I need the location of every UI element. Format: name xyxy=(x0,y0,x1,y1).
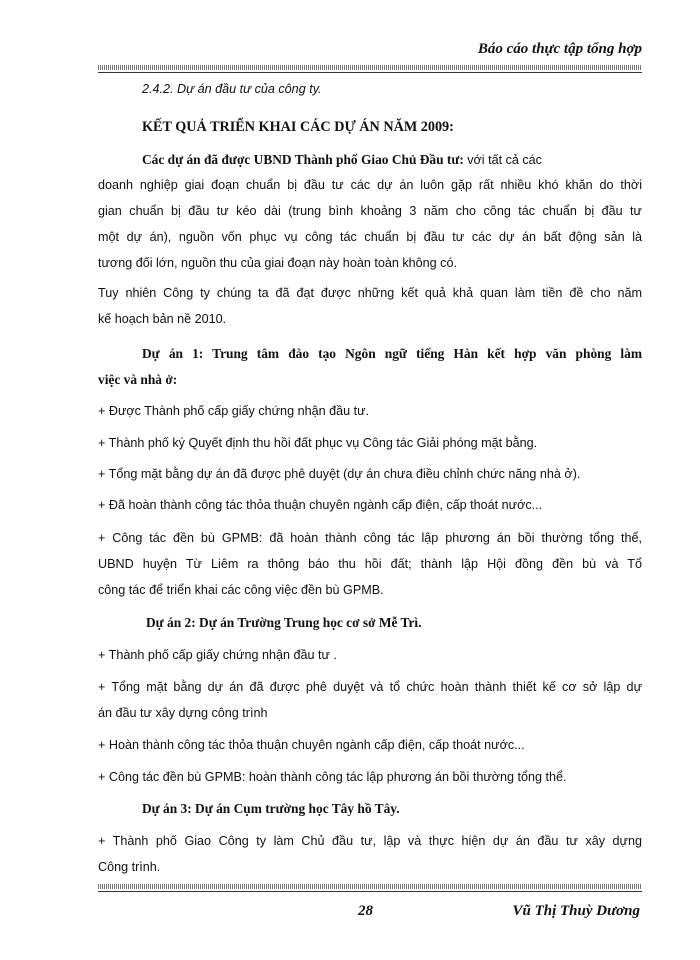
intro-line: gian chuẩn bị đầu tư kéo dài (trung bình khoảng 3 năm cho công tác chuẩn bị đầu tư xyxy=(98,204,642,218)
project2-item: + Hoàn thành công tác thỏa thuận chuyên ngành cấp điện, cấp thoát nước... xyxy=(98,738,525,752)
footer-rule xyxy=(98,884,642,889)
project1-gpmb-line: UBND huyện Từ Liêm ra thông báo thu hồi đất; thành lập Hội đồng đền bù và Tổ xyxy=(98,557,642,571)
project3-title: Dự án 3: Dự án Cụm trường học Tây hồ Tây. xyxy=(142,801,400,816)
project2-item: + Thành phố cấp giấy chứng nhận đầu tư . xyxy=(98,648,337,662)
intro-lead-rest: với tất cả các xyxy=(467,153,542,167)
author-name: Vũ Thị Thuỳ Dương xyxy=(512,903,640,919)
outlook-line: Tuy nhiên Công ty chúng ta đã đạt được những kết quả khả quan làm tiền đề cho năm xyxy=(98,286,642,300)
project2-item: + Tổng mặt bằng dự án đã được phê duyệt và tổ chức hoàn thành thiết kế cơ sở lập dự xyxy=(98,680,642,694)
project2-item: + Công tác đền bù GPMB: hoàn thành công tác lập phương án bồi thường tổng thể. xyxy=(98,770,567,784)
project1-item: + Tổng mặt bằng dự án đã được phê duyệt (dự án chưa điều chỉnh chức năng nhà ở). xyxy=(98,467,581,481)
outlook-line: kế hoạch bản nề 2010. xyxy=(98,312,227,326)
running-header: Báo cáo thực tập tổng hợp xyxy=(477,41,642,57)
section-heading: 2.4.2. Dự án đầu tư của công ty. xyxy=(142,82,322,96)
project2-item-cont: án đầu tư xây dựng công trình xyxy=(98,706,268,720)
project1-item: + Đã hoàn thành công tác thỏa thuận chuyên ngành cấp điện, cấp thoát nước... xyxy=(98,498,543,512)
intro-line: một dự án), nguồn vốn phục vụ công tác chuẩn bị đầu tư các dự án bất động sản là xyxy=(98,230,642,244)
intro-line: doanh nghiệp giai đoạn chuẩn bị đầu tư các dự án luôn gặp rất nhiều khó khăn do thời xyxy=(98,178,642,192)
project1-title-cont: việc và nhà ở: xyxy=(98,372,178,387)
project2-title: Dự án 2: Dự án Trường Trung học cơ sở Mễ Trì. xyxy=(146,615,422,630)
project1-gpmb-line: + Công tác đền bù GPMB: đã hoàn thành công tác lập phương án bồi thường tổng thể, xyxy=(98,531,642,545)
project1-item: + Thành phố ký Quyết định thu hồi đất phục vụ Công tác Giải phóng mặt bằng. xyxy=(98,436,538,450)
intro-line: tương đối lớn, nguồn thu của giai đoạn này hoàn toàn không có. xyxy=(98,256,457,270)
header-rule xyxy=(98,65,642,70)
project1-title: Dự án 1: Trung tâm đào tạo Ngôn ngữ tiếng Hàn kết hợp văn phòng làm xyxy=(142,346,642,361)
intro-lead-bold: Các dự án đã được UBND Thành phố Giao Chủ Đầu tư: xyxy=(142,152,464,167)
page-number: 28 xyxy=(358,903,373,919)
results-title: KẾT QUẢ TRIỂN KHAI CÁC DỰ ÁN NĂM 2009: xyxy=(142,119,454,135)
project1-gpmb-line: công tác để triển khai các công việc đền bù GPMB. xyxy=(98,583,384,597)
project3-item: + Thành phố Giao Công ty làm Chủ đầu tư, lập và thực hiện dự án đầu tư xây dựng xyxy=(98,834,642,848)
project3-item-cont: Công trình. xyxy=(98,860,161,874)
project1-item: + Được Thành phố cấp giấy chứng nhận đầu tư. xyxy=(98,404,370,418)
intro-first-line xyxy=(142,152,642,168)
